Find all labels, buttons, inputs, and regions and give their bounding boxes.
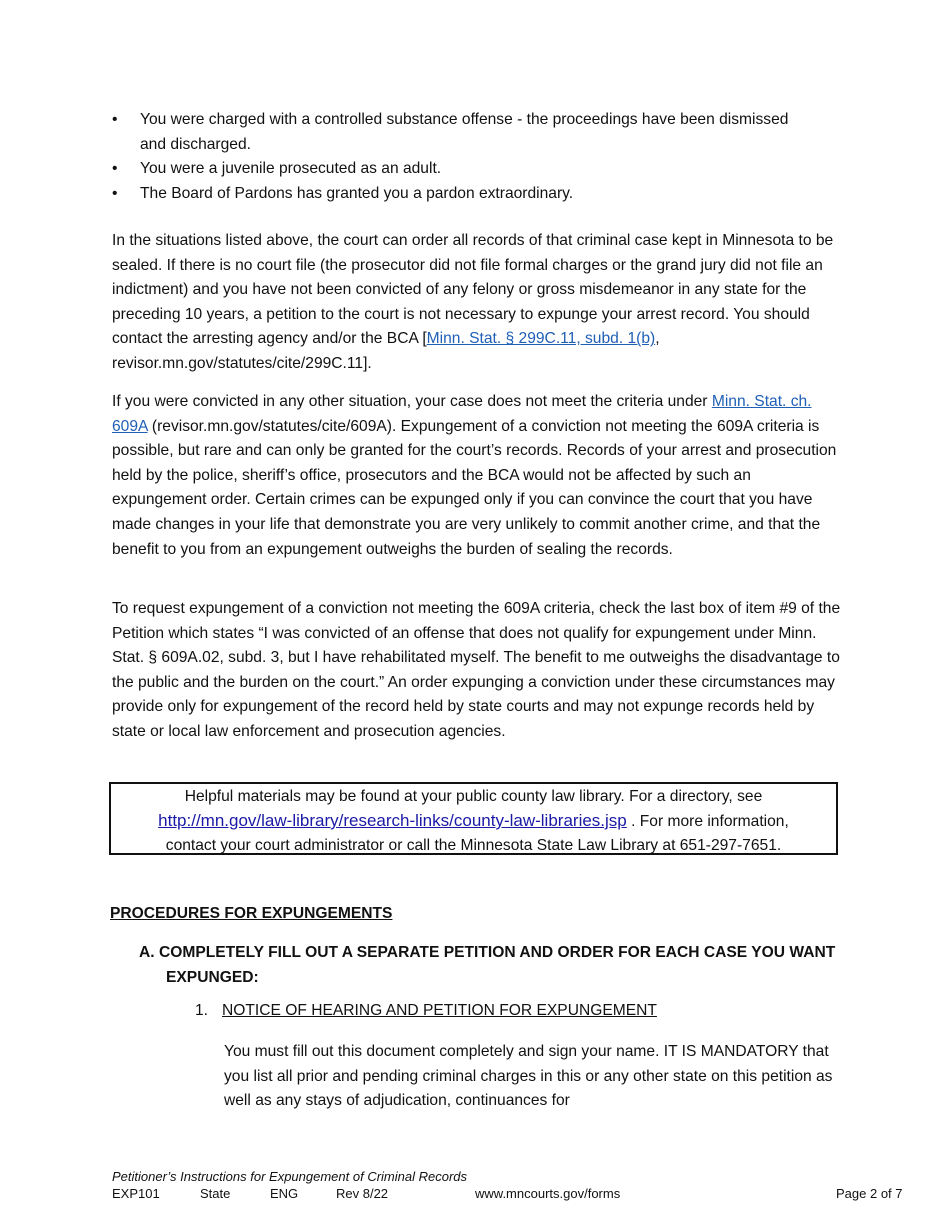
paragraph-text: , revisor.mn.gov/statutes/cite/299C.11].	[112, 330, 660, 372]
list-item	[112, 157, 812, 182]
list-item	[112, 182, 812, 207]
bullet-text: The Board of Pardons has granted you a pardon extraordinary.	[140, 184, 574, 202]
info-box-line	[111, 809, 836, 834]
paragraph-text: If you were convicted in any other situation, your case does not meet the criteria under	[112, 393, 712, 410]
step-text-continued: EXPUNGED:	[166, 969, 259, 986]
statute-link-299c[interactable]: Minn. Stat. § 299C.11, subd. 1(b)	[426, 330, 656, 348]
paragraph-text: In the situations listed above, the court can order all records of that criminal case kept in Minnesota to be sealed. If there is no court file (the prosecutor did not file formal charges or the grand jury did not file an indictment) and you have not been convicted of any felony or gross misdemeanor in any state for the preceding 10 years, a petition to the court is not necessary to expunge your arrest record. You should contact the arresting agency and/or the BCA [	[112, 232, 834, 348]
item-title: NOTICE OF HEARING AND PETITION FOR EXPUNGEMENT	[222, 1002, 657, 1019]
paragraph-sealing	[112, 229, 842, 377]
statute-link-609a[interactable]: Minn. Stat. ch. 609A	[112, 393, 812, 435]
step-label: A.	[139, 944, 155, 961]
step-a-heading	[139, 940, 839, 990]
bullet-text: You were charged with a controlled substance offense - the proceedings have been dismissed and discharged.	[140, 111, 789, 153]
info-box-line: Helpful materials may be found at your public county law library. For a directory, see	[184, 788, 763, 805]
bullet-marker: •	[112, 111, 118, 128]
footer-row	[112, 1185, 912, 1202]
item-number: 1.	[195, 1002, 209, 1019]
page-number: Page 2 of 7	[836, 1186, 903, 1201]
county-law-libraries-link[interactable]: http://mn.gov/law-library/research-links/county-law-libraries.jsp	[158, 811, 627, 830]
info-box	[109, 782, 838, 855]
page-footer	[112, 1168, 912, 1202]
section-heading: PROCEDURES FOR EXPUNGEMENTS	[110, 905, 393, 922]
paragraph-text: (revisor.mn.gov/statutes/cite/609A). Expungement of a conviction not meeting the 609A criteria is possible, but rare and can only be granted for the court’s records. Records of your arrest and prosecution held by the police, sheriff’s office, prosecutors and the BCA would not be affected by such an expungement order. Certain crimes can be expunged only if you can convince the court that you have made changes in your life that demonstrate you are very unlikely to commit another crime, and that the benefit to you from an expungement outweighs the burden of sealing the records.	[112, 417, 837, 558]
paragraph-text: To request expungement of a conviction not meeting the 609A criteria, check the last box of item #9 of the Petition which states “I was convicted of an offense that does not qualify for expungement under Minn. Stat. § 609A.02, subd. 3, but I have rehabilitated myself. The benefit to me outweighs the disadvantage to the public and the burden on the court.” An order expunging a conviction under these circumstances may provide only for expungement of the record held by state courts and may not expunge records held by state or local law enforcement and prosecution agencies.	[112, 600, 841, 740]
step-text: COMPLETELY FILL OUT A SEPARATE PETITION AND ORDER FOR EACH CASE YOU WANT	[158, 944, 836, 961]
item-1-heading	[195, 1002, 657, 1020]
form-code: EXP101	[112, 1186, 160, 1201]
bullet-text: You were a juvenile prosecuted as an adult.	[140, 160, 442, 178]
item-1-text: You must fill out this document completely and sign your name. IT IS MANDATORY that you list all prior and pending criminal charges in this or any other state on this petition as well as any stays of adjudication, continuances for	[224, 1043, 833, 1110]
footer-title: Petitioner’s Instructions for Expungement of Criminal Records	[112, 1169, 468, 1184]
bullet-marker: •	[112, 184, 118, 202]
list-item	[112, 108, 812, 157]
language: ENG	[270, 1186, 299, 1201]
jurisdiction: State	[200, 1186, 231, 1201]
info-box-line: contact your court administrator or call the Minnesota State Law Library at 651-297-7651.	[165, 837, 782, 854]
bullet-marker: •	[112, 160, 118, 178]
forms-website: www.mncourts.gov/forms	[475, 1186, 621, 1201]
paragraph-request-expungement	[112, 597, 842, 745]
revision: Rev 8/22	[336, 1186, 389, 1201]
bullet-list	[112, 108, 812, 206]
info-box-text: . For more information,	[626, 813, 789, 830]
paragraph-other-convictions	[112, 390, 842, 562]
